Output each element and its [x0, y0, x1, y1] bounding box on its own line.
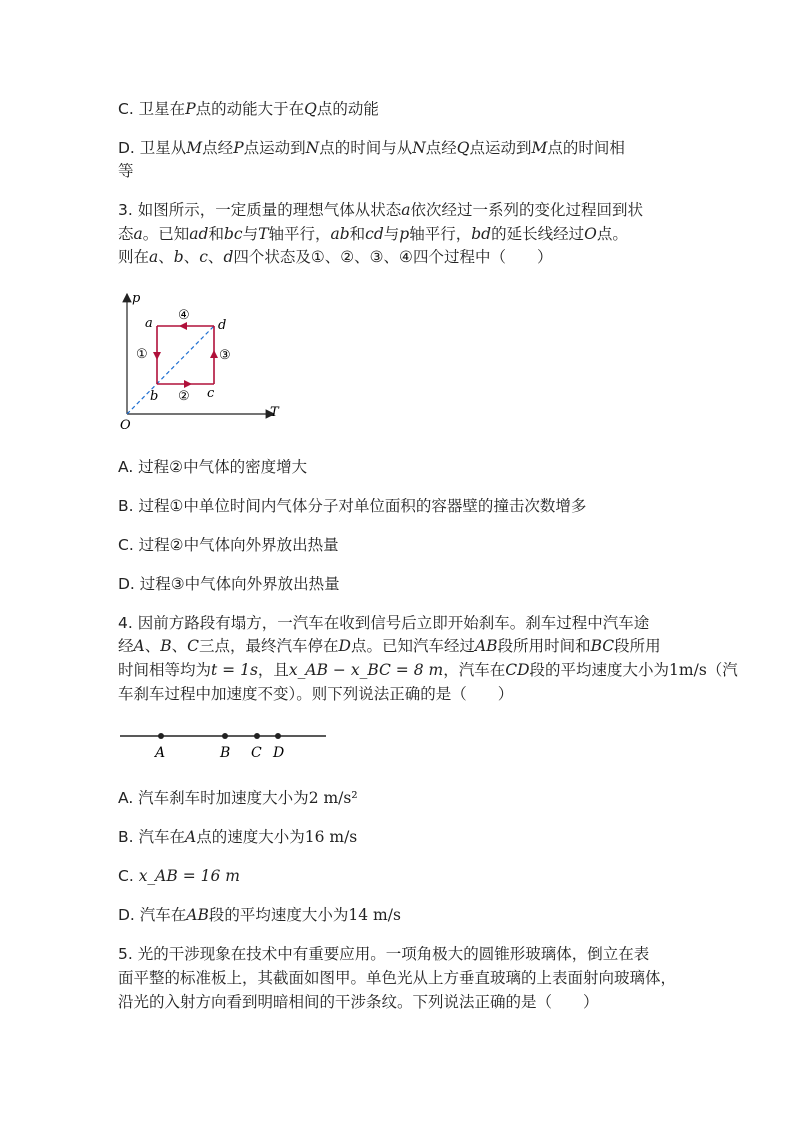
- q3-stem-line1: 3. 如图所示，一定质量的理想气体从状态a依次经过一系列的变化过程回到状: [118, 201, 643, 219]
- label-B: B: [220, 745, 231, 761]
- q4-stem-line3: 时间相等均为t = 1s，且x_AB − x_BC = 8 m，汽车在CD段的平均速度大小为1m/s（汽: [118, 661, 738, 679]
- origin-label: O: [120, 418, 131, 433]
- arrow-process-2: [184, 380, 192, 388]
- q4-option-a[interactable]: A. 汽车刹车时加速度大小为2 m/s²: [118, 789, 358, 807]
- process-4-label: ④: [178, 308, 190, 323]
- q3-stem-line2: 态a。已知ad和bc与T轴平行，ab和cd与p轴平行，bd的延长线经过O点。: [118, 225, 628, 243]
- label-C: C: [251, 745, 262, 761]
- arrow-process-4: [179, 322, 187, 330]
- q4-stem-line2: 经A、B、C三点，最终汽车停在D点。已知汽车经过AB段所用时间和BC段所用: [118, 637, 661, 655]
- point-D: [275, 733, 281, 739]
- q2-option-d[interactable]: D. 卫星从M点经P点运动到N点的时间与从N点经Q点运动到M点的时间相: [118, 139, 625, 157]
- label-A: A: [155, 745, 166, 761]
- q3-option-c[interactable]: C. 过程②中气体向外界放出热量: [118, 536, 339, 554]
- point-C: [254, 733, 260, 739]
- bd-extension-dashed: [127, 326, 214, 414]
- q4-road-diagram: [118, 724, 330, 764]
- process-3-label: ③: [219, 348, 231, 363]
- point-A: [158, 733, 164, 739]
- q4-option-d[interactable]: D. 汽车在AB段的平均速度大小为14 m/s: [118, 906, 401, 924]
- q4-stem-line1: 4. 因前方路段有塌方，一汽车在收到信号后立即开始刹车。刹车过程中汽车途: [118, 614, 650, 632]
- q3-pt-diagram: [112, 288, 284, 436]
- q5-stem-line2: 面平整的标准板上，其截面如图甲。单色光从上方垂直玻璃的上表面射向玻璃体，: [118, 969, 677, 987]
- axis-T-label: T: [270, 405, 279, 420]
- q3-option-b[interactable]: B. 过程①中单位时间内气体分子对单位面积的容器壁的撞击次数增多: [118, 497, 587, 515]
- q3-option-a[interactable]: A. 过程②中气体的密度增大: [118, 458, 308, 476]
- q4-option-b[interactable]: B. 汽车在A点的速度大小为16 m/s: [118, 828, 358, 846]
- q2-option-d-cont: 等: [118, 162, 134, 180]
- q5-stem-line3: 沿光的入射方向看到明暗相间的干涉条纹。下列说法正确的是（ ）: [118, 993, 599, 1011]
- process-1-label: ①: [136, 347, 148, 362]
- point-c-label: c: [207, 386, 215, 401]
- label-D: D: [273, 745, 285, 761]
- axis-p-label: p: [132, 291, 141, 306]
- q3-option-d[interactable]: D. 过程③中气体向外界放出热量: [118, 575, 340, 593]
- q4-option-c[interactable]: C. x_AB = 16 m: [118, 867, 240, 885]
- q4-stem-line4: 车刹车过程中加速度不变）。则下列说法正确的是（ ）: [118, 685, 514, 703]
- q3-stem-line3: 则在a、b、c、d四个状态及①、②、③、④四个过程中（ ）: [118, 248, 553, 266]
- q2-option-c[interactable]: C. 卫星在P点的动能大于在Q点的动能: [118, 100, 379, 118]
- point-a-label: a: [145, 316, 153, 331]
- q5-stem-line1: 5. 光的干涉现象在技术中有重要应用。一项角极大的圆锥形玻璃体，倒立在表: [118, 945, 650, 963]
- process-2-label: ②: [178, 389, 190, 404]
- point-b-label: b: [150, 389, 159, 404]
- arrow-process-1: [153, 352, 161, 360]
- point-d-label: d: [218, 318, 227, 333]
- arrow-process-3: [210, 350, 218, 358]
- cycle-path: [157, 326, 214, 384]
- point-B: [222, 733, 228, 739]
